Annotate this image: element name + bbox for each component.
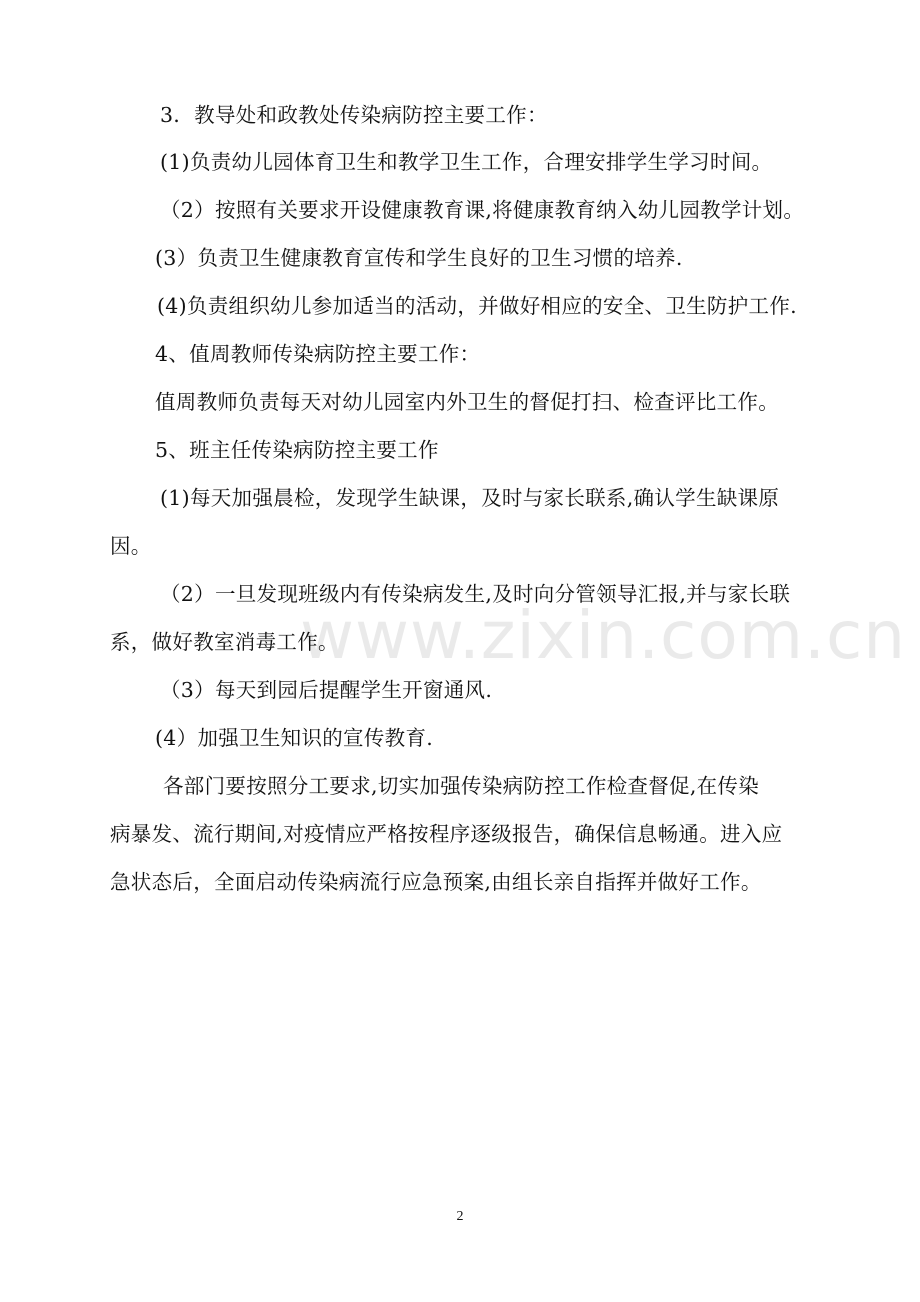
watermark: www.zixin.com.cn — [300, 597, 907, 674]
paragraph-line: (1)负责幼儿园体育卫生和教学卫生工作，合理安排学生学习时间。 — [160, 150, 773, 174]
paragraph-line: （2）按照有关要求开设健康教育课,将健康教育纳入幼儿园教学计划。 — [160, 198, 805, 222]
paragraph-line: (4)负责组织幼儿参加适当的活动，并做好相应的安全、卫生防护工作. — [157, 294, 797, 318]
section-5-heading: 5、班主任传染病防控主要工作 — [155, 438, 439, 462]
page-number: 2 — [456, 1209, 464, 1224]
paragraph-line: 病暴发、流行期间,对疫情应严格按程序逐级报告，确保信息畅通。进入应 — [110, 822, 783, 846]
section-3-heading: 3．教导处和政教处传染病防控主要工作： — [160, 103, 548, 127]
paragraph-line: (4）加强卫生知识的宣传教育. — [155, 726, 434, 750]
paragraph-line: 系，做好教室消毒工作。 — [110, 630, 339, 654]
paragraph-line: （2）一旦发现班级内有传染病发生,及时向分管领导汇报,并与家长联 — [160, 582, 791, 606]
paragraph-line: 各部门要按照分工要求,切实加强传染病防控工作检查督促,在传染 — [163, 774, 760, 798]
paragraph-line: （3）每天到园后提醒学生开窗通风. — [160, 678, 493, 702]
paragraph-line: (3）负责卫生健康教育宣传和学生良好的卫生习惯的培养. — [155, 246, 683, 270]
section-4-heading: 4、值周教师传染病防控主要工作： — [155, 342, 481, 366]
paragraph-line: 因。 — [110, 534, 152, 558]
paragraph-line: 急状态后，全面启动传染病流行应急预案,由组长亲自指挥并做好工作。 — [110, 870, 762, 894]
paragraph-line: 值周教师负责每天对幼儿园室内外卫生的督促打扫、检查评比工作。 — [155, 390, 779, 414]
paragraph-line: (1)每天加强晨检，发现学生缺课，及时与家长联系,确认学生缺课原 — [160, 486, 780, 510]
